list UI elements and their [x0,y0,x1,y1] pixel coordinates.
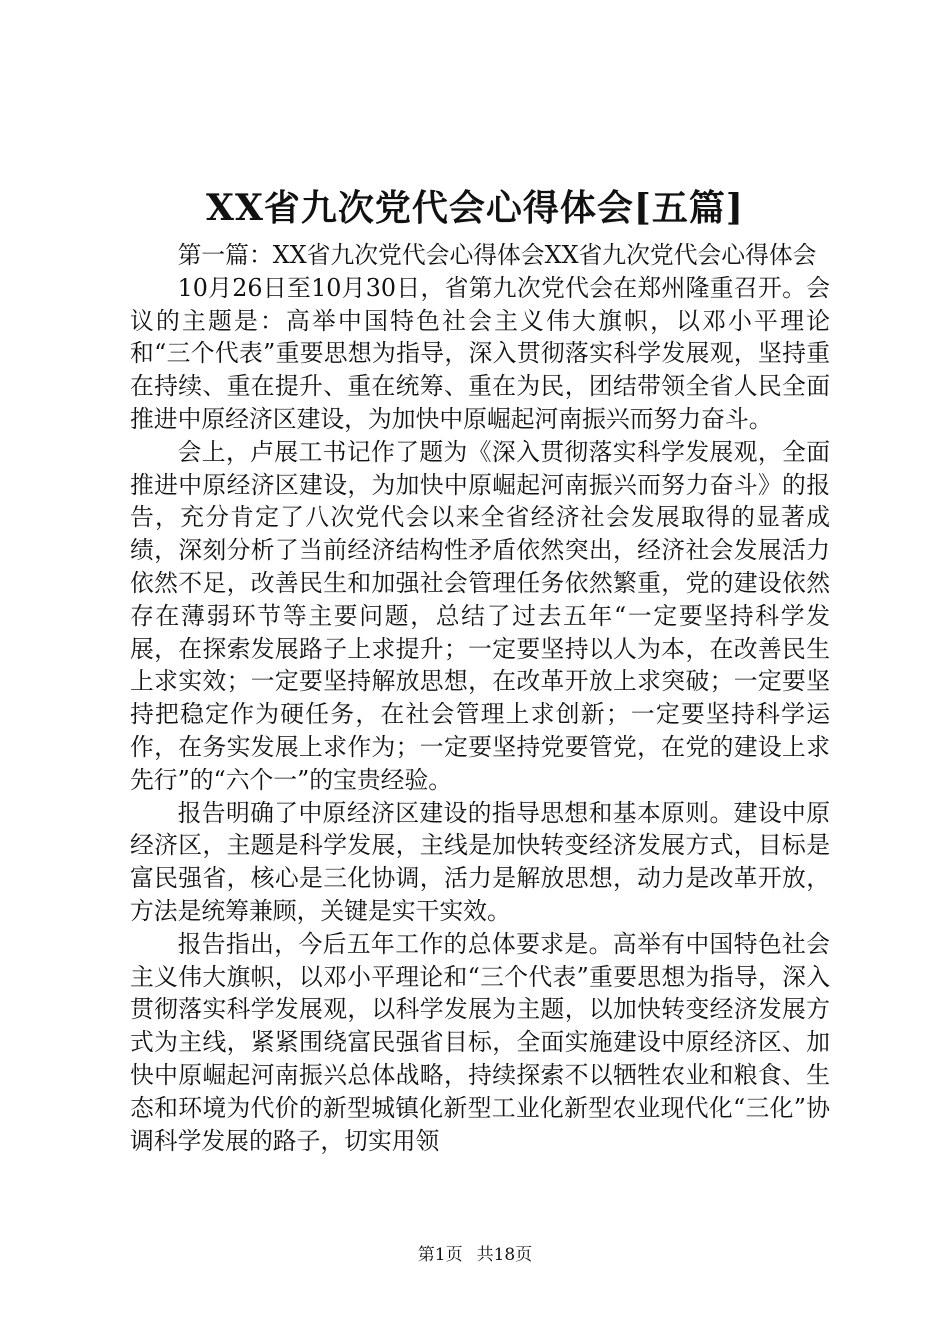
paragraph-3: 会上，卢展工书记作了题为《深入贯彻落实科学发展观，全面推进中原经济区建设，为加快中原崛起河南振兴而努力奋斗》的报告，充分肯定了八次党代会以来全省经济社会发展取得的显著成绩，深刻分析了当前经济结构性矛盾依然突出，经济社会发展活力依然不足，改善民生和加强社会管理任务依然繁重，党的建设依然存在薄弱环节等主要问题，总结了过去五年“一定要坚持科学发展，在探索发展路子上求提升；一定要坚持以人为本，在改善民生上求实效；一定要坚持解放思想，在改革开放上求突破；一定要坚持把稳定作为硬任务，在社会管理上求创新；一定要坚持科学运作，在务实发展上求作为；一定要坚持党要管党，在党的建设上求先行”的“六个一”的宝贵经验。 [130,437,830,794]
paragraph-2: 10月26日至10月30日，省第九次党代会在郑州隆重召开。会议的主题是：高举中国特色社会主义伟大旗帜，以邓小平理论和“三个代表”重要思想为指导，深入贯彻落实科学发展观，坚持重在持续、重在提升、重在统筹、重在为民，团结带领全省人民全面推进中原经济区建设，为加快中原崛起河南振兴而努力奋斗。 [130,273,830,433]
page-number: 第1页 [417,1245,463,1265]
page-total: 共18页 [476,1245,533,1265]
paragraph-4: 报告明确了中原经济区建设的指导思想和基本原则。建设中原经济区，主题是科学发展，主线是加快转变经济发展方式，目标是富民强省，核心是三化协调，活力是解放思想，动力是改革开放，方法是统筹兼顾，关键是实干实效。 [130,798,830,925]
paragraph-5: 报告指出，今后五年工作的总体要求是。高举有中国特色社会主义伟大旗帜，以邓小平理论和“三个代表”重要思想为指导，深入贯彻落实科学发展观，以科学发展为主题，以加快转变经济发展方式为主线，紧紧围绕富民强省目标，全面实施建设中原经济区、加快中原崛起河南振兴总体战略，持续探索不以牺牲农业和粮食、生态和环境为代价的新型城镇化新型工业化新型农业现代化“三化”协调科学发展的路子，切实用领 [130,929,830,1155]
paragraph-1: 第一篇：XX省九次党代会心得体会XX省九次党代会心得体会 [177,241,817,269]
page-footer [0,1244,950,1266]
document-title: XX省九次党代会心得体会[五篇] [206,187,744,229]
document-body [130,239,830,1157]
